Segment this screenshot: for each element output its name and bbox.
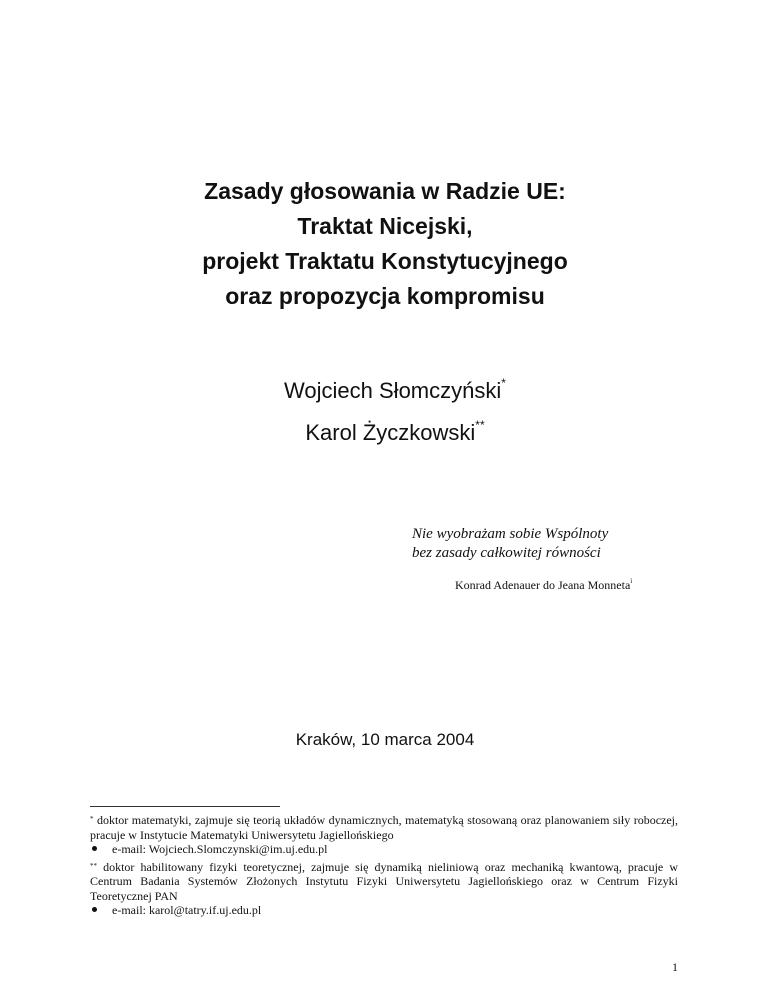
bullet-icon [92,907,97,912]
email-text: e-mail: karol@tatry.if.uj.edu.pl [112,903,262,917]
footnote-text: doktor habilitowany fizyki teoretycznej, zajmuje się dynamiką nieliniową oraz mechaniką kwantową, pracuje w Centrum Badania Systemów Złożonych Instytutu Fizyki Uniwersytetu Jagiellońskiego oraz w Centrum Fizyki Teoretycznej PAN [90,859,678,903]
footnote-mark: ** [475,418,485,432]
footnote-text: doktor matematyki, zajmuje się teorią układów dynamicznych, matematyką stosowaną oraz planowaniem siły roboczej, pracuje w Instytucie Matematyki Uniwersytetu Jagiellońskiego [90,813,679,842]
author-name: Wojciech Słomczyński [284,378,502,403]
footnote-2-email [90,903,678,918]
email-text: e-mail: Wojciech.Slomczynski@im.uj.edu.pl [112,842,328,856]
epigraph-quote [412,525,608,563]
title-line: Zasady głosowania w Radzie UE: [204,178,566,204]
epigraph-source [455,578,632,593]
author-zyczkowski [100,420,690,446]
endnote-mark: i [630,577,633,585]
footnote-1-email [90,842,678,857]
epigraph-source-text: Konrad Adenauer do Jeana Monneta [455,578,631,592]
place-and-date: Kraków, 10 marca 2004 [295,730,475,749]
footnotes [90,813,678,918]
title-line: projekt Traktatu Konstytucyjnego [202,248,568,274]
title-line: Traktat Nicejski, [297,213,473,239]
author-slomczynski [100,378,690,404]
bullet-icon [92,846,97,851]
epigraph-line: bez zasady całkowitej równości [412,545,601,561]
document-title [90,174,680,314]
footnote-2 [90,860,678,904]
page-number: 1 [672,960,678,974]
title-line: oraz propozycja kompromisu [225,283,545,309]
author-name: Karol Życzkowski [305,420,476,445]
footnote-mark: ** [90,861,97,870]
footnote-mark: * [501,376,506,390]
footnote-1 [90,813,678,842]
footnote-separator [90,806,280,807]
footnote-mark: * [90,815,94,823]
epigraph-line: Nie wyobrażam sobie Wspólnoty [412,526,609,542]
